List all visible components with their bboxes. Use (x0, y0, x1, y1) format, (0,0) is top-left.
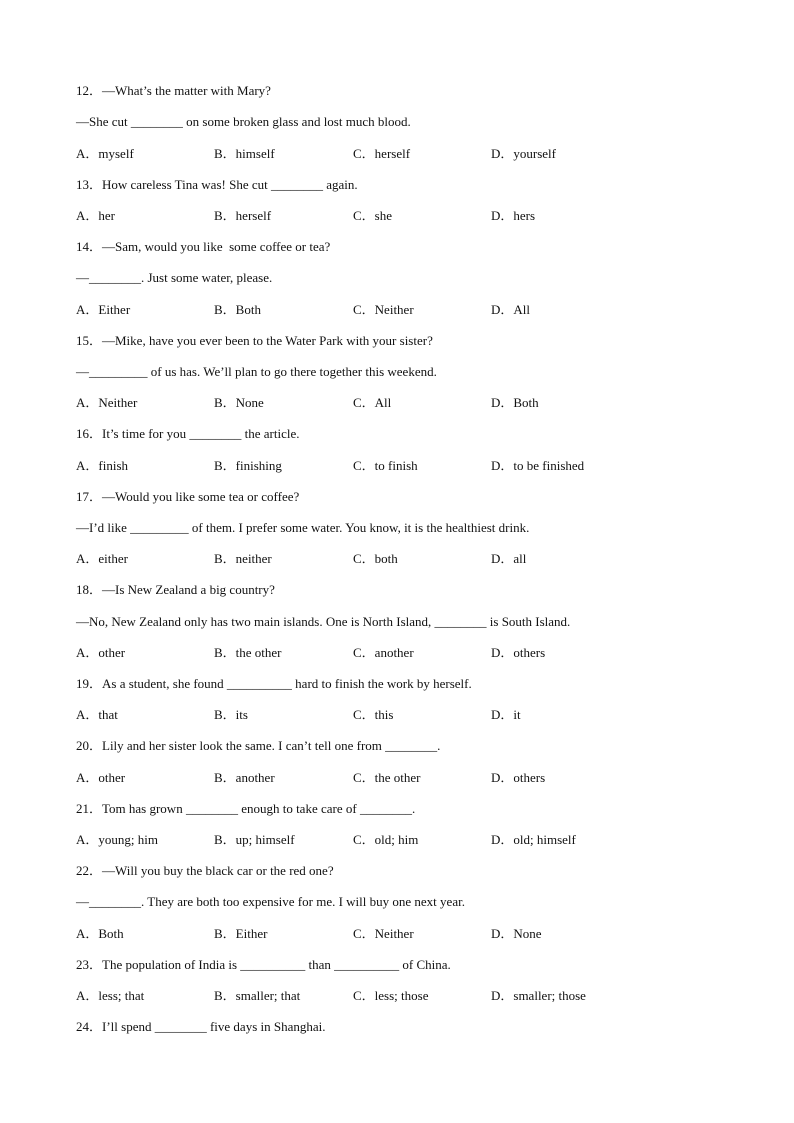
question-15-stem: 15．—Mike, have you ever been to the Water Park with your sister? (76, 333, 433, 348)
question-12-option-c: C．herself (353, 146, 411, 161)
question-22-stem: 22．—Will you buy the black car or the red one? (76, 863, 334, 878)
question-19-stem: 19．As a student, she found __________ hard to finish the work by herself. (76, 676, 472, 691)
question-13-option-c: C．she (353, 208, 393, 223)
question-23-stem: 23．The population of India is __________ than __________ of China. (76, 957, 451, 972)
question-21-option-c: C．old; him (353, 832, 419, 847)
question-18-stem: 18．—Is New Zealand a big country? (76, 582, 275, 597)
question-16-option-b: B．finishing (214, 458, 282, 473)
question-23-option-d: D．smaller; those (491, 988, 586, 1003)
question-22-option-b: B．Either (214, 926, 268, 941)
question-16-option-a: A．finish (76, 458, 129, 473)
question-15-option-d: D．Both (491, 395, 539, 410)
question-17-option-c: C．both (353, 551, 398, 566)
question-12-option-a: A．myself (76, 146, 134, 161)
question-21-option-d: D．old; himself (491, 832, 576, 847)
question-16-option-d: D．to be finished (491, 458, 585, 473)
question-23-option-c: C．less; those (353, 988, 429, 1003)
question-15-option-a: A．Neither (76, 395, 138, 410)
question-18-option-b: B．the other (214, 645, 282, 660)
question-16-option-c: C．to finish (353, 458, 418, 473)
question-24-stem: 24．I’ll spend ________ five days in Shanghai. (76, 1019, 326, 1034)
question-19-option-a: A．that (76, 707, 118, 722)
question-17-option-d: D．all (491, 551, 527, 566)
question-23-option-a: A．less; that (76, 988, 145, 1003)
question-12-option-b: B．himself (214, 146, 275, 161)
question-14-stem: 14．—Sam, would you like some coffee or tea? (76, 239, 331, 254)
question-12-stem: 12．—What’s the matter with Mary? (76, 83, 271, 98)
question-22-option-c: C．Neither (353, 926, 414, 941)
question-22-reply: —________. They are both too expensive for me. I will buy one next year. (76, 894, 465, 909)
question-18-option-a: A．other (76, 645, 126, 660)
question-20-option-c: C．the other (353, 770, 421, 785)
question-17-option-b: B．neither (214, 551, 272, 566)
question-21-option-a: A．young; him (76, 832, 158, 847)
question-12-option-d: D．yourself (491, 146, 556, 161)
question-14-reply: —________. Just some water, please. (76, 270, 273, 285)
question-14-option-b: B．Both (214, 302, 261, 317)
question-16-stem: 16．It’s time for you ________ the article. (76, 426, 300, 441)
question-12-reply: —She cut ________ on some broken glass and lost much blood. (76, 114, 411, 129)
question-18-option-c: C．another (353, 645, 414, 660)
question-19-option-b: B．its (214, 707, 248, 722)
question-20-option-d: D．others (491, 770, 546, 785)
question-20-option-a: A．other (76, 770, 126, 785)
question-14-option-c: C．Neither (353, 302, 414, 317)
question-19-option-c: C．this (353, 707, 394, 722)
question-20-option-b: B．another (214, 770, 275, 785)
question-23-option-b: B．smaller; that (214, 988, 301, 1003)
question-18-option-d: D．others (491, 645, 546, 660)
question-14-option-d: D．All (491, 302, 531, 317)
question-15-reply: —_________ of us has. We’ll plan to go there together this weekend. (76, 364, 437, 379)
question-15-option-c: C．All (353, 395, 392, 410)
question-14-option-a: A．Either (76, 302, 131, 317)
question-22-option-d: D．None (491, 926, 542, 941)
question-18-reply: —No, New Zealand only has two main islands. One is North Island, ________ is South Island. (76, 614, 571, 629)
question-13-stem: 13．How careless Tina was! She cut ________ again. (76, 177, 358, 192)
question-19-option-d: D．it (491, 707, 521, 722)
question-13-option-d: D．hers (491, 208, 536, 223)
question-17-stem: 17．—Would you like some tea or coffee? (76, 489, 300, 504)
question-22-option-a: A．Both (76, 926, 124, 941)
question-17-option-a: A．either (76, 551, 128, 566)
question-15-option-b: B．None (214, 395, 264, 410)
question-20-stem: 20．Lily and her sister look the same. I can’t tell one from ________. (76, 738, 441, 753)
question-13-option-a: A．her (76, 208, 115, 223)
question-21-option-b: B．up; himself (214, 832, 295, 847)
question-21-stem: 21．Tom has grown ________ enough to take care of ________. (76, 801, 416, 816)
question-17-reply: —I’d like _________ of them. I prefer some water. You know, it is the healthiest drink. (76, 520, 530, 535)
question-13-option-b: B．herself (214, 208, 272, 223)
